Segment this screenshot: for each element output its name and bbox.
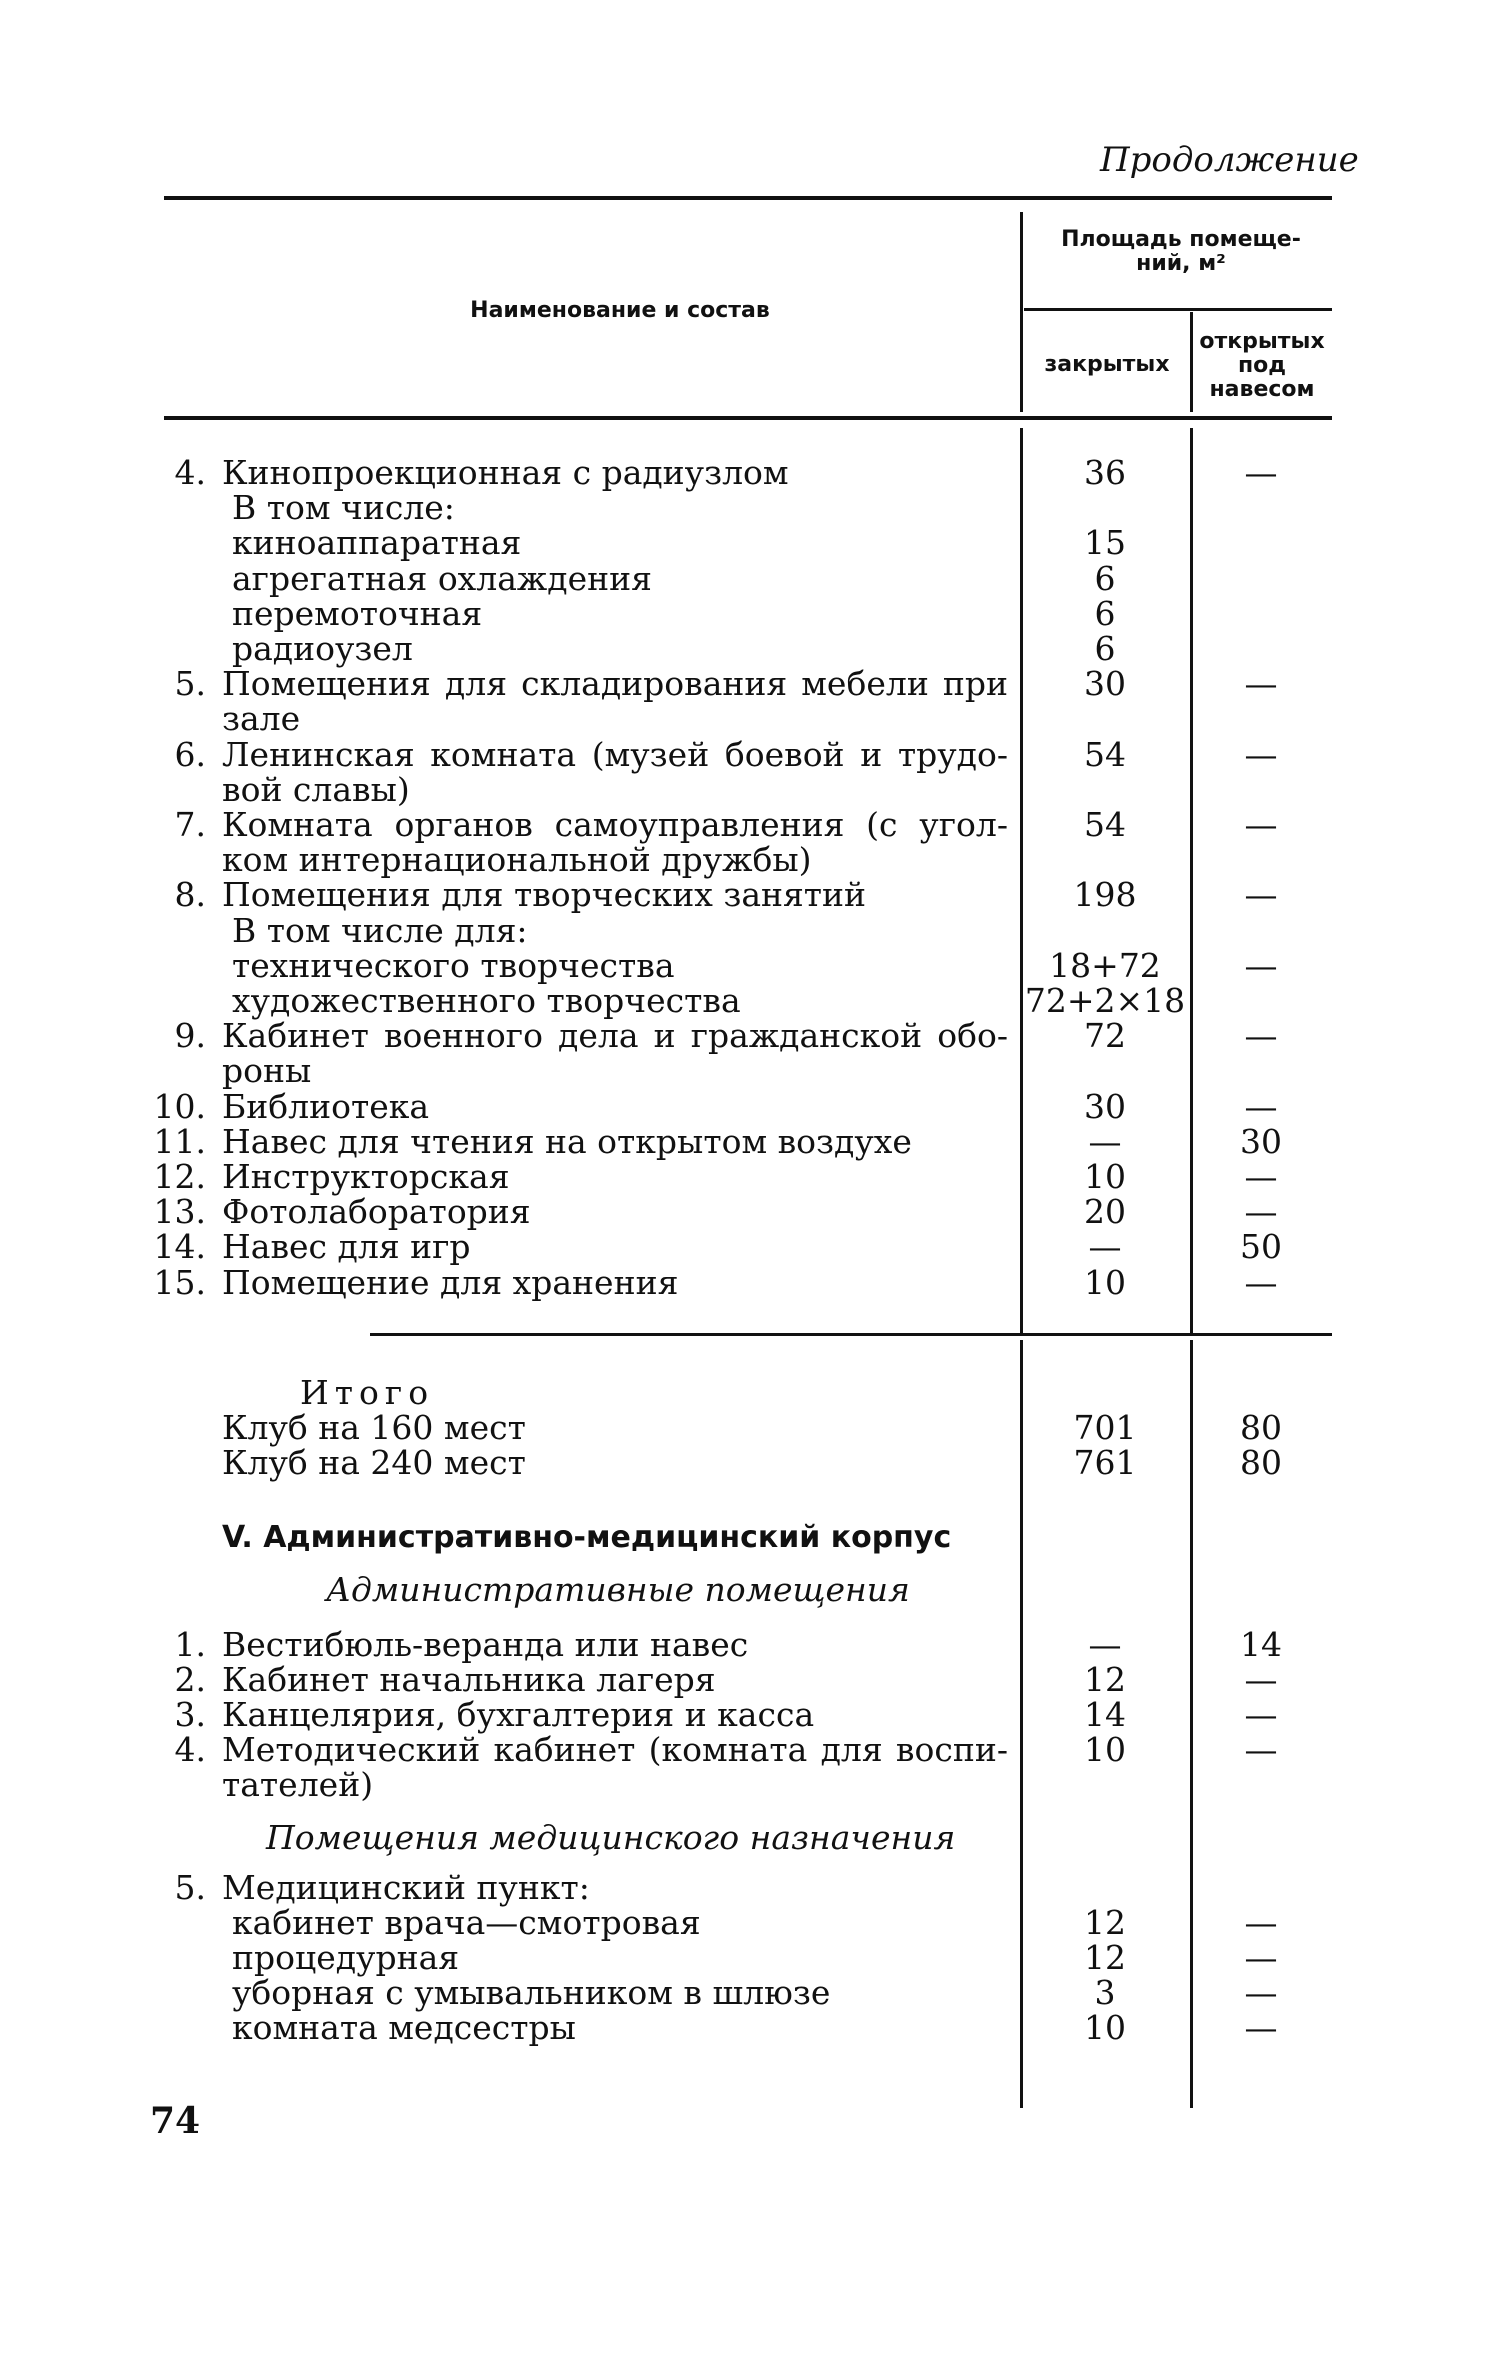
table-row: [0, 455, 1499, 490]
continuation-label: Продолжение: [1100, 140, 1359, 180]
table-row: [0, 2010, 1499, 2045]
row-number: 12.: [153, 1157, 206, 1196]
row-number: 4.: [174, 453, 206, 492]
row-name: Помещения для творческих занятий: [222, 875, 867, 915]
table-row: [0, 1732, 1499, 1767]
section-5-subtitle-2: Помещения медицинского назначения: [266, 1818, 956, 1857]
cell-open: —: [1244, 1695, 1278, 1734]
cell-open: —: [1244, 664, 1278, 704]
row-number: 10.: [153, 1086, 206, 1126]
totals-row: [0, 1410, 1499, 1445]
cell-closed: 18+72: [1049, 945, 1161, 985]
row-name: художественного творчества: [232, 981, 741, 1020]
row-name: комната медсестры: [232, 2008, 576, 2047]
cell-closed: 12: [1084, 1938, 1126, 1977]
cell-open: —: [1244, 1192, 1278, 1232]
row-name: Помещения для складирования мебели при: [222, 664, 1008, 704]
row-name: зале: [222, 699, 301, 739]
row-number: 14.: [153, 1227, 206, 1267]
cell-open: —: [1244, 734, 1278, 774]
header-split-rule: [1024, 308, 1332, 311]
table-row: [0, 840, 1499, 880]
cell-open: —: [1244, 945, 1278, 985]
cell-closed: 701: [1073, 1408, 1137, 1447]
page-number: 74: [150, 2100, 201, 2142]
row-number: 7.: [174, 805, 206, 844]
row-name: Кинопроекционная с радиузлом: [222, 453, 789, 492]
row-name: перемоточная: [232, 593, 483, 633]
cell-open: —: [1244, 2008, 1278, 2047]
row-number: 1.: [174, 1625, 206, 1664]
cell-closed: 30: [1084, 1086, 1126, 1126]
cell-open: —: [1244, 875, 1278, 915]
cell-closed: 761: [1073, 1443, 1137, 1482]
cell-closed: 6: [1094, 629, 1116, 668]
cell-closed: 12: [1084, 1903, 1126, 1942]
table-row: [0, 699, 1499, 739]
top-rule: [164, 196, 1332, 200]
section-5-subtitle-1: Административные помещения: [326, 1570, 910, 1609]
subtotal-rule: [370, 1333, 1332, 1336]
row-name: Клуб на 160 мест: [222, 1408, 526, 1447]
cell-open: —: [1244, 1016, 1278, 1056]
row-name: Навес для игр: [222, 1227, 471, 1267]
cell-closed: —: [1088, 1625, 1122, 1664]
table-row: [0, 1940, 1499, 1975]
cell-open: 14: [1240, 1625, 1282, 1664]
cell-closed: 3: [1094, 1973, 1116, 2012]
row-name: В том числе для:: [232, 910, 528, 950]
cell-closed: 10: [1084, 1157, 1126, 1196]
table-row: [0, 910, 1499, 950]
cell-closed: 10: [1084, 1730, 1126, 1769]
row-number: 13.: [153, 1192, 206, 1232]
table-row: [0, 1697, 1499, 1732]
row-name: роны: [222, 1051, 312, 1091]
cell-closed: 54: [1084, 805, 1126, 844]
header-area-col: Площадь помеще- ний, м²: [1061, 227, 1301, 276]
cell-open: —: [1244, 1262, 1278, 1302]
cell-closed: 10: [1084, 2008, 1126, 2047]
header-closed-col: закрытых: [1044, 352, 1170, 377]
cell-closed: 72+2×18: [1024, 981, 1186, 1020]
cell-closed: —: [1088, 1227, 1122, 1267]
cell-closed: 54: [1084, 734, 1126, 774]
table-row: [0, 1975, 1499, 2010]
row-name: Ленинская комната (музей боевой и трудо-: [222, 734, 1008, 774]
table-row: [0, 875, 1499, 915]
totals-row: [0, 1445, 1499, 1480]
table-row: [0, 1192, 1499, 1232]
table-row: [0, 1016, 1499, 1056]
row-name: вой славы): [222, 769, 410, 809]
table-row: [0, 1905, 1499, 1940]
cell-closed: —: [1088, 1121, 1122, 1161]
cell-closed: 20: [1084, 1192, 1126, 1232]
table-row: [0, 1121, 1499, 1161]
row-name: Кабинет военного дела и гражданской обо-: [222, 1016, 1008, 1056]
row-number: 15.: [153, 1262, 206, 1302]
row-name: уборная с умывальником в шлюзе: [232, 1973, 831, 2012]
header-bottom-rule: [164, 416, 1332, 420]
row-name: Методический кабинет (комната для воспи-: [222, 1730, 1008, 1769]
table-row: [0, 593, 1499, 633]
row-name: Инструкторская: [222, 1157, 510, 1196]
table-row: [0, 1086, 1499, 1126]
totals-label-row: [0, 1375, 1499, 1410]
table-row: [0, 488, 1499, 528]
cell-open: —: [1244, 1973, 1278, 2012]
table-row: [0, 807, 1499, 842]
row-name: радиоузел: [232, 629, 413, 668]
table-row: [0, 1767, 1499, 1802]
cell-open: —: [1244, 1086, 1278, 1126]
cell-closed: 14: [1084, 1695, 1126, 1734]
row-name: Вестибюль-веранда или навес: [222, 1625, 749, 1664]
cell-open: —: [1244, 1660, 1278, 1699]
row-number: 5.: [174, 664, 206, 704]
cell-open: —: [1244, 1903, 1278, 1942]
row-name: Кабинет начальника лагеря: [222, 1660, 716, 1699]
table-row: [0, 1662, 1499, 1697]
cell-open: —: [1244, 1938, 1278, 1977]
row-number: 8.: [174, 875, 206, 915]
table-row: [0, 558, 1499, 598]
row-number: 11.: [153, 1121, 206, 1161]
row-name: Канцелярия, бухгалтерия и касса: [222, 1695, 815, 1734]
header-name-col: Наименование и состав: [470, 298, 770, 323]
cell-open: —: [1244, 1730, 1278, 1769]
cell-closed: 36: [1084, 453, 1126, 492]
cell-closed: 72: [1084, 1016, 1126, 1056]
row-name: Комната органов самоуправления (с угол-: [222, 805, 1008, 844]
row-name: Библиотека: [222, 1086, 430, 1126]
row-name: кабинет врача—смотровая: [232, 1903, 701, 1942]
row-name: процедурная: [232, 1938, 460, 1977]
header-vline-1: [1020, 212, 1023, 412]
cell-open: 50: [1240, 1227, 1282, 1267]
cell-closed: 30: [1084, 664, 1126, 704]
table-row: [0, 1627, 1499, 1662]
totals-label: Итого: [300, 1373, 435, 1412]
row-number: 3.: [174, 1695, 206, 1734]
header-open-col: открытых под навесом: [1199, 329, 1325, 402]
table-row: [0, 523, 1499, 563]
row-name: технического творчества: [232, 945, 675, 985]
row-name: тателей): [222, 1765, 374, 1804]
table-row: [0, 769, 1499, 809]
row-number: 6.: [174, 734, 206, 774]
cell-open: 80: [1240, 1408, 1282, 1447]
table-row: [0, 1051, 1499, 1091]
table-row: [0, 945, 1499, 985]
cell-open: —: [1244, 1157, 1278, 1196]
row-name: Навес для чтения на открытом воздухе: [222, 1121, 912, 1161]
table-row: [0, 1262, 1499, 1302]
table-row: [0, 734, 1499, 774]
cell-closed: 6: [1094, 593, 1116, 633]
table-row: [0, 1159, 1499, 1194]
table-row: [0, 1227, 1499, 1267]
row-number: 9.: [174, 1016, 206, 1056]
cell-closed: 15: [1084, 523, 1126, 563]
cell-closed: 198: [1073, 875, 1137, 915]
table-row: [0, 1870, 1499, 1905]
row-name: Фотолаборатория: [222, 1192, 531, 1232]
cell-closed: 12: [1084, 1660, 1126, 1699]
cell-open: —: [1244, 805, 1278, 844]
table-row: [0, 983, 1499, 1018]
cell-open: —: [1244, 453, 1278, 492]
row-name: В том числе:: [232, 488, 455, 528]
row-name: ком интернациональной дружбы): [222, 840, 812, 880]
row-number: 2.: [174, 1660, 206, 1699]
cell-closed: 6: [1094, 558, 1116, 598]
cell-open: 80: [1240, 1443, 1282, 1482]
cell-closed: 10: [1084, 1262, 1126, 1302]
row-name: агрегатная охлаждения: [232, 558, 652, 598]
row-number: 4.: [174, 1730, 206, 1769]
row-name: Медицинский пункт:: [222, 1868, 590, 1907]
table-row: [0, 631, 1499, 666]
row-name: киноаппаратная: [232, 523, 522, 563]
cell-open: 30: [1240, 1121, 1282, 1161]
row-number: 5.: [174, 1868, 206, 1907]
table-row: [0, 664, 1499, 704]
row-name: Клуб на 240 мест: [222, 1443, 526, 1482]
section-5-title: V. Административно-медицинский корпус: [222, 1520, 952, 1555]
row-name: Помещение для хранения: [222, 1262, 679, 1302]
